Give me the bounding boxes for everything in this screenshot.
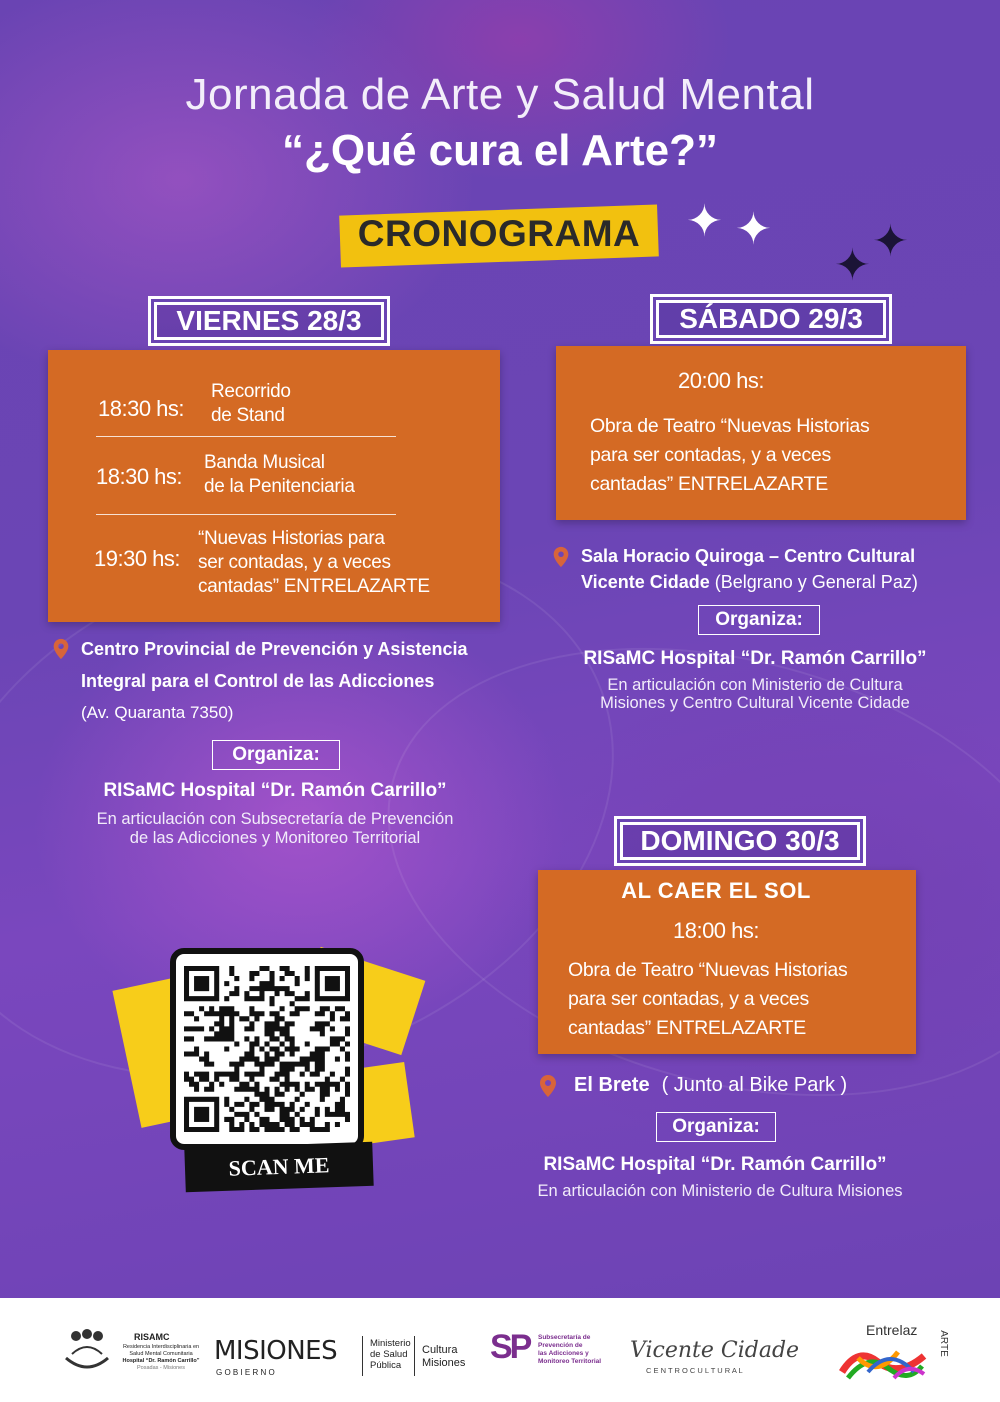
event-time: 18:00 hs: bbox=[672, 918, 759, 943]
event-desc-line: cantadas” ENTRELAZARTE bbox=[590, 473, 828, 495]
logo-divider bbox=[414, 1336, 415, 1376]
organiza-label: Organiza: bbox=[656, 1112, 776, 1142]
sparkle-icon: ✦ bbox=[735, 205, 772, 254]
venue-name bbox=[574, 1069, 847, 1101]
divider bbox=[96, 514, 396, 515]
event-time: 18:30 hs: bbox=[98, 396, 185, 421]
event-desc-line: ser contadas, y a veces bbox=[198, 552, 391, 573]
organizer-collab: En articulación con Ministerio de Cultura Misiones bbox=[537, 1182, 903, 1200]
location-pin-icon bbox=[550, 546, 572, 568]
entrelazarte-splash-icon bbox=[838, 1342, 928, 1382]
venue-name-bold: Vicente Cidade bbox=[581, 572, 710, 592]
event-subtitle: “¿Qué cura el Arte?” bbox=[281, 126, 719, 175]
cultura-label: Cultura Misiones bbox=[422, 1344, 466, 1369]
qr-finder-center bbox=[325, 976, 340, 991]
sparkle-icon: ✦ bbox=[834, 241, 871, 290]
divider bbox=[96, 436, 396, 437]
event-desc-line: Obra de Teatro “Nuevas Historias bbox=[568, 959, 848, 981]
event-time: 20:00 hs: bbox=[677, 368, 764, 393]
event-time: 18:30 hs: bbox=[96, 464, 183, 489]
qr-code-image bbox=[184, 962, 350, 1136]
risamc-text: Hospital “Dr. Ramón Carrillo” bbox=[122, 1358, 200, 1364]
event-desc-line: “Nuevas Historias para bbox=[198, 528, 385, 549]
risamc-title: RISAMC bbox=[134, 1332, 170, 1342]
venue-name: Sala Horacio Quiroga – Centro Cultural bbox=[581, 546, 916, 566]
event-desc-line: Recorrido bbox=[211, 381, 291, 402]
venue-address: (Av. Quaranta 7350) bbox=[81, 703, 234, 722]
risamc-text: Residencia Interdisciplinaria en bbox=[122, 1344, 200, 1350]
event-desc-line: cantadas” ENTRELAZARTE bbox=[198, 576, 430, 597]
event-desc-line: para ser contadas, y a veces bbox=[568, 988, 809, 1010]
subsecretaria-label: Subsecretaría de Prevención de las Adicciones y Monitoreo Territorial bbox=[538, 1334, 602, 1365]
location-pin-icon bbox=[50, 638, 72, 660]
organizer-name: RISaMC Hospital “Dr. Ramón Carrillo” bbox=[583, 648, 927, 669]
risamc-text: Posadas - Misiones bbox=[137, 1365, 185, 1371]
venue-name bbox=[581, 566, 918, 598]
event-desc-line: cantadas” ENTRELAZARTE bbox=[568, 1017, 806, 1039]
saturday-schedule-panel bbox=[556, 346, 966, 520]
organizer-collab: En articulación con Ministerio de Cultura bbox=[607, 676, 903, 694]
entrelazarte-logo-arte: ARTE bbox=[937, 1330, 949, 1357]
qr-finder-center bbox=[194, 976, 209, 991]
sponsor-footer bbox=[0, 1298, 1000, 1402]
organizer-collab: En articulación con Subsecretaría de Prevención bbox=[96, 810, 454, 828]
cronograma-heading: CRONOGRAMA bbox=[357, 213, 641, 254]
entrelazarte-logo: Entrelaz bbox=[866, 1322, 918, 1338]
risamc-text: Salud Mental Comunitaria bbox=[129, 1351, 193, 1357]
organiza-label: Organiza: bbox=[212, 740, 340, 770]
event-time: 19:30 hs: bbox=[94, 546, 181, 571]
gobierno-label: G O B I E R N O bbox=[216, 1368, 275, 1377]
event-desc-line: de Stand bbox=[211, 405, 285, 426]
risamc-logo-icon bbox=[62, 1328, 112, 1372]
organizer-name: RISaMC Hospital “Dr. Ramón Carrillo” bbox=[543, 1154, 887, 1175]
venue-name: Centro Provincial de Prevención y Asistencia bbox=[81, 639, 468, 659]
organizer-collab: de las Adicciones y Monitoreo Territorial bbox=[129, 829, 421, 847]
day-label-saturday: SÁBADO 29/3 bbox=[650, 294, 892, 344]
event-heading: AL CAER EL SOL bbox=[621, 878, 811, 903]
centro-cultural-label: C E N T R O C U L T U R A L bbox=[646, 1366, 743, 1375]
sunday-schedule-panel bbox=[538, 870, 916, 1054]
organiza-label: Organiza: bbox=[698, 605, 820, 635]
sparkle-icon: ✦ bbox=[686, 197, 723, 246]
logo-divider bbox=[362, 1336, 363, 1376]
vicente-cidade-logo: Vicente Cidade bbox=[630, 1338, 800, 1363]
organizer-collab: Misiones y Centro Cultural Vicente Cidade bbox=[600, 694, 910, 712]
event-desc-line: Obra de Teatro “Nuevas Historias bbox=[590, 415, 870, 437]
sp-logo: SP bbox=[490, 1328, 530, 1366]
qr-code[interactable] bbox=[170, 948, 364, 1150]
event-desc-line: de la Penitenciaria bbox=[204, 476, 355, 497]
misiones-logo: MISIONES bbox=[214, 1336, 338, 1366]
scan-me-label: SCAN ME bbox=[184, 1142, 373, 1193]
event-title: Jornada de Arte y Salud Mental bbox=[185, 70, 815, 119]
venue-name: Integral para el Control de las Adicciones bbox=[81, 671, 435, 691]
qr-finder-center bbox=[194, 1107, 209, 1122]
event-desc-line: para ser contadas, y a veces bbox=[590, 444, 831, 466]
venue-address: ( Junto al Bike Park ) bbox=[661, 1074, 848, 1096]
venue-name-bold: El Brete bbox=[574, 1074, 650, 1096]
ministerio-label: Ministerio de Salud Pública bbox=[370, 1338, 411, 1371]
location-pin-icon bbox=[536, 1073, 560, 1099]
sparkle-icon: ✦ bbox=[872, 217, 909, 266]
friday-schedule-panel bbox=[48, 350, 500, 622]
venue-address: (Belgrano y General Paz) bbox=[709, 572, 918, 592]
organizer-name: RISaMC Hospital “Dr. Ramón Carrillo” bbox=[103, 780, 447, 801]
event-desc-line: Banda Musical bbox=[204, 452, 325, 473]
day-label-friday: VIERNES 28/3 bbox=[148, 296, 390, 346]
day-label-sunday: DOMINGO 30/3 bbox=[614, 816, 866, 866]
